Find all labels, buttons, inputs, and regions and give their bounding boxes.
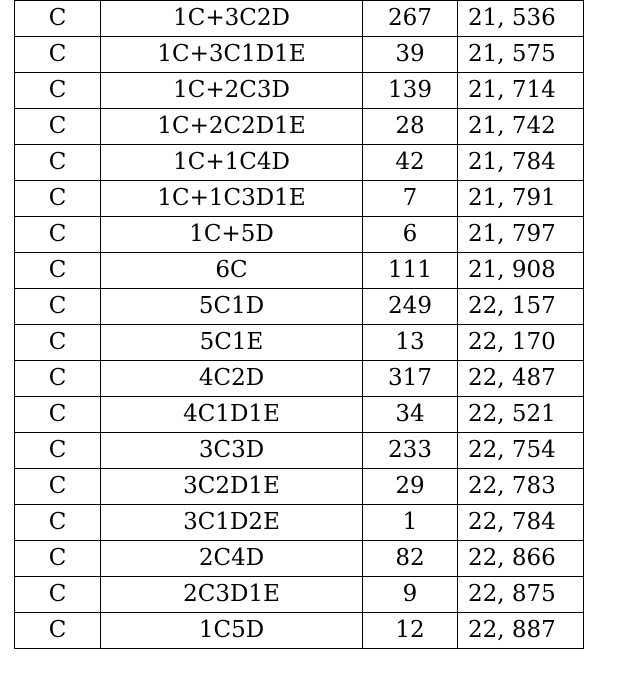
table-row xyxy=(15,541,584,577)
table-row xyxy=(15,289,584,325)
cumulative-cell: 22, 887 xyxy=(458,613,584,649)
cumulative-cell: 21, 908 xyxy=(458,253,584,289)
cumulative-cell: 21, 536 xyxy=(458,1,584,37)
cumulative-cell: 22, 754 xyxy=(458,433,584,469)
table-body xyxy=(15,1,584,649)
table-row xyxy=(15,1,584,37)
count-cell: 317 xyxy=(363,361,458,397)
table-row xyxy=(15,37,584,73)
combination-cell: 3C2D1E xyxy=(101,469,363,505)
group-cell: C xyxy=(15,145,101,181)
group-cell: C xyxy=(15,253,101,289)
group-cell: C xyxy=(15,397,101,433)
count-cell: 82 xyxy=(363,541,458,577)
cumulative-cell: 22, 521 xyxy=(458,397,584,433)
combination-cell: 3C3D xyxy=(101,433,363,469)
combination-cell: 5C1E xyxy=(101,325,363,361)
group-cell: C xyxy=(15,73,101,109)
count-cell: 9 xyxy=(363,577,458,613)
table-row xyxy=(15,145,584,181)
combination-cell: 3C1D2E xyxy=(101,505,363,541)
count-cell: 13 xyxy=(363,325,458,361)
count-cell: 249 xyxy=(363,289,458,325)
group-cell: C xyxy=(15,1,101,37)
count-cell: 28 xyxy=(363,109,458,145)
count-cell: 233 xyxy=(363,433,458,469)
count-cell: 12 xyxy=(363,613,458,649)
count-cell: 1 xyxy=(363,505,458,541)
combination-cell: 4C1D1E xyxy=(101,397,363,433)
cumulative-cell: 22, 784 xyxy=(458,505,584,541)
table-row xyxy=(15,73,584,109)
group-cell: C xyxy=(15,433,101,469)
table-row xyxy=(15,433,584,469)
group-cell: C xyxy=(15,109,101,145)
cumulative-cell: 22, 866 xyxy=(458,541,584,577)
table-row xyxy=(15,613,584,649)
cumulative-cell: 21, 791 xyxy=(458,181,584,217)
group-cell: C xyxy=(15,577,101,613)
table-row xyxy=(15,325,584,361)
table-row xyxy=(15,253,584,289)
count-cell: 6 xyxy=(363,217,458,253)
count-cell: 29 xyxy=(363,469,458,505)
count-cell: 7 xyxy=(363,181,458,217)
group-cell: C xyxy=(15,37,101,73)
group-cell: C xyxy=(15,217,101,253)
combination-cell: 1C+3C2D xyxy=(101,1,363,37)
count-cell: 139 xyxy=(363,73,458,109)
cumulative-cell: 21, 742 xyxy=(458,109,584,145)
cumulative-cell: 21, 575 xyxy=(458,37,584,73)
group-cell: C xyxy=(15,505,101,541)
cumulative-cell: 22, 170 xyxy=(458,325,584,361)
count-cell: 111 xyxy=(363,253,458,289)
combination-cell: 1C5D xyxy=(101,613,363,649)
combination-cell: 1C+1C4D xyxy=(101,145,363,181)
table-row xyxy=(15,397,584,433)
table-row xyxy=(15,469,584,505)
group-cell: C xyxy=(15,469,101,505)
combination-cell: 6C xyxy=(101,253,363,289)
combination-cell: 2C4D xyxy=(101,541,363,577)
cumulative-cell: 21, 797 xyxy=(458,217,584,253)
count-cell: 42 xyxy=(363,145,458,181)
table-row xyxy=(15,361,584,397)
combination-cell: 1C+2C2D1E xyxy=(101,109,363,145)
count-cell: 267 xyxy=(363,1,458,37)
group-cell: C xyxy=(15,541,101,577)
combination-cell: 1C+2C3D xyxy=(101,73,363,109)
cumulative-cell: 22, 157 xyxy=(458,289,584,325)
cumulative-cell: 21, 714 xyxy=(458,73,584,109)
count-cell: 39 xyxy=(363,37,458,73)
table-row xyxy=(15,505,584,541)
cumulative-cell: 21, 784 xyxy=(458,145,584,181)
grade-combination-table xyxy=(14,0,584,649)
table-row xyxy=(15,217,584,253)
group-cell: C xyxy=(15,181,101,217)
group-cell: C xyxy=(15,361,101,397)
combination-cell: 1C+3C1D1E xyxy=(101,37,363,73)
table-row xyxy=(15,181,584,217)
cumulative-cell: 22, 487 xyxy=(458,361,584,397)
combination-cell: 1C+5D xyxy=(101,217,363,253)
combination-cell: 1C+1C3D1E xyxy=(101,181,363,217)
combination-cell: 4C2D xyxy=(101,361,363,397)
cumulative-cell: 22, 783 xyxy=(458,469,584,505)
combination-cell: 5C1D xyxy=(101,289,363,325)
group-cell: C xyxy=(15,325,101,361)
group-cell: C xyxy=(15,289,101,325)
count-cell: 34 xyxy=(363,397,458,433)
table-row xyxy=(15,577,584,613)
group-cell: C xyxy=(15,613,101,649)
combination-cell: 2C3D1E xyxy=(101,577,363,613)
table-row xyxy=(15,109,584,145)
cumulative-cell: 22, 875 xyxy=(458,577,584,613)
